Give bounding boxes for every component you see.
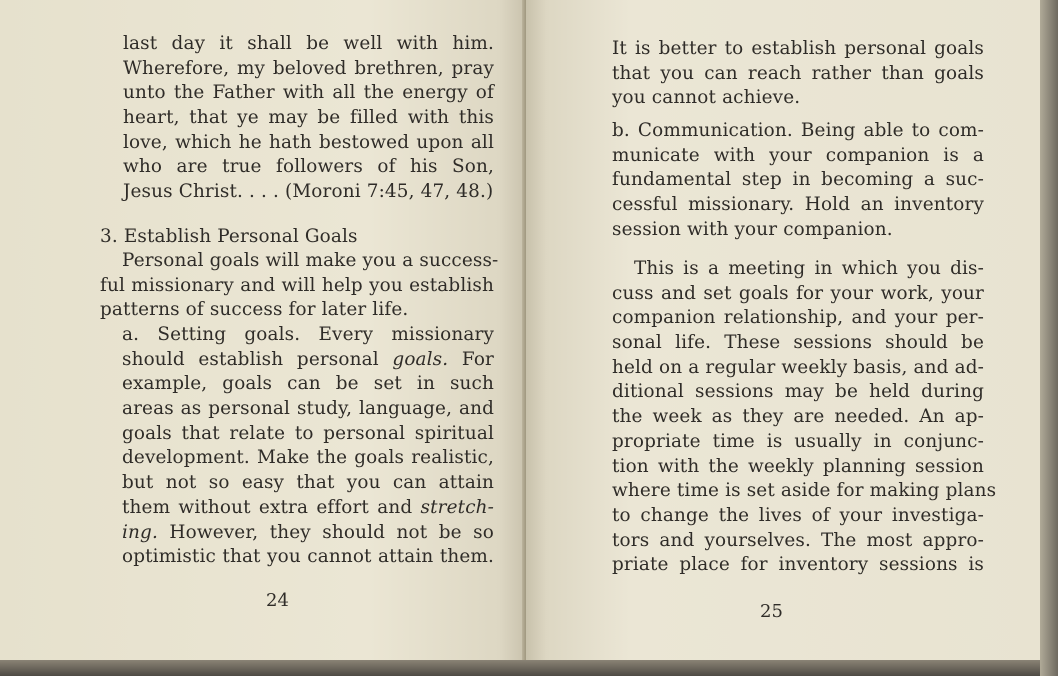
inventory-session-paragraph: [612, 257, 997, 578]
text-line: cessful missionary. Hold an inventory: [612, 194, 984, 216]
text-segment: optimistic that you cannot attain them.: [122, 546, 494, 568]
text-line: [122, 496, 494, 521]
setting-goals-paragraph: [122, 323, 494, 570]
text-line: Personal goals will make you a success-: [122, 250, 499, 271]
text-line: love, which he hath bestowed upon all: [123, 131, 494, 153]
text-segment: For: [448, 348, 494, 370]
text-segment: but not so easy that you can attain: [122, 472, 494, 494]
scripture-quote-block: [123, 32, 494, 205]
text-line: propriate time is usually in conjunc-: [612, 430, 984, 452]
text-line: held on a regular weekly basis, and ad-: [612, 356, 984, 378]
text-line: [122, 372, 494, 397]
text-line: Wherefore, my beloved brethren, pray: [123, 57, 494, 79]
text-line: sonal life. These sessions should be: [612, 332, 984, 354]
text-segment: development. Make the goals realistic,: [122, 447, 494, 469]
personal-goals-paragraph: [100, 249, 499, 323]
book-right-edge: [1040, 0, 1058, 676]
text-line: Jesus Christ. . . . (Moroni 7:45, 47, 48.): [123, 181, 494, 203]
text-line: [122, 422, 494, 447]
section-heading: [100, 225, 494, 250]
book-bottom-edge: [0, 660, 1058, 676]
text-line: fundamental step in becoming a suc-: [612, 169, 984, 191]
text-line: patterns of success for later life.: [100, 299, 409, 321]
text-line: [122, 521, 494, 546]
text-line: b. Communication. Being able to com-: [612, 120, 984, 141]
text-line: [122, 471, 494, 496]
text-segment: goals that relate to personal spiritual: [122, 422, 494, 444]
goals-continuation-paragraph: [612, 37, 984, 111]
text-line: [122, 446, 494, 471]
text-line: heart, that ye may be filled with this: [123, 107, 494, 129]
text-line: [122, 348, 494, 373]
communication-paragraph: [612, 119, 984, 242]
text-line: ful missionary and will help you establish: [100, 274, 494, 296]
text-line: ditional sessions may be held during: [612, 381, 984, 403]
text-line: session with your companion.: [612, 218, 893, 240]
left-page: [0, 0, 526, 666]
text-line: tors and yourselves. The most appro-: [612, 529, 984, 551]
italic-text: goals.: [392, 348, 449, 370]
text-line: who are true followers of his Son,: [123, 156, 494, 178]
text-line: municate with your companion is a: [612, 144, 984, 166]
text-segment: them without extra effort and: [122, 496, 421, 518]
text-line: that you can reach rather than goals: [612, 62, 984, 84]
text-line: [122, 323, 494, 348]
text-line: last day it shall be well with him.: [123, 33, 494, 54]
text-line: [122, 397, 494, 422]
text-line: It is better to establish personal goals: [612, 38, 984, 59]
text-line: where time is set aside for making plans: [612, 480, 997, 502]
text-line: This is a meeting in which you dis-: [634, 258, 984, 279]
text-segment: areas as personal study, language, and: [122, 398, 494, 420]
right-page: [526, 0, 1046, 666]
text-line: to change the lives of your investiga-: [612, 504, 984, 526]
page-number-right: 25: [760, 601, 783, 622]
text-line: the week as they are needed. An ap-: [612, 406, 984, 428]
text-segment: a. Setting goals. Every missionary: [122, 324, 494, 345]
page-number-left: 24: [266, 590, 289, 611]
heading-text: 3. Establish Personal Goals: [100, 226, 358, 247]
text-line: companion relationship, and your per-: [612, 307, 984, 329]
text-line: priate place for inventory sessions is: [612, 554, 984, 576]
italic-text: stretch-: [420, 496, 494, 518]
text-line: you cannot achieve.: [612, 87, 801, 109]
text-segment: However, they should not be so: [157, 521, 494, 543]
text-line: tion with the weekly planning session: [612, 455, 984, 477]
text-segment: should establish personal: [122, 348, 393, 370]
text-line: cuss and set goals for your work, your: [612, 282, 984, 304]
text-line: [122, 545, 494, 570]
italic-text: ing.: [122, 521, 158, 543]
text-segment: example, goals can be set in such: [122, 373, 494, 395]
text-line: unto the Father with all the energy of: [123, 82, 494, 104]
